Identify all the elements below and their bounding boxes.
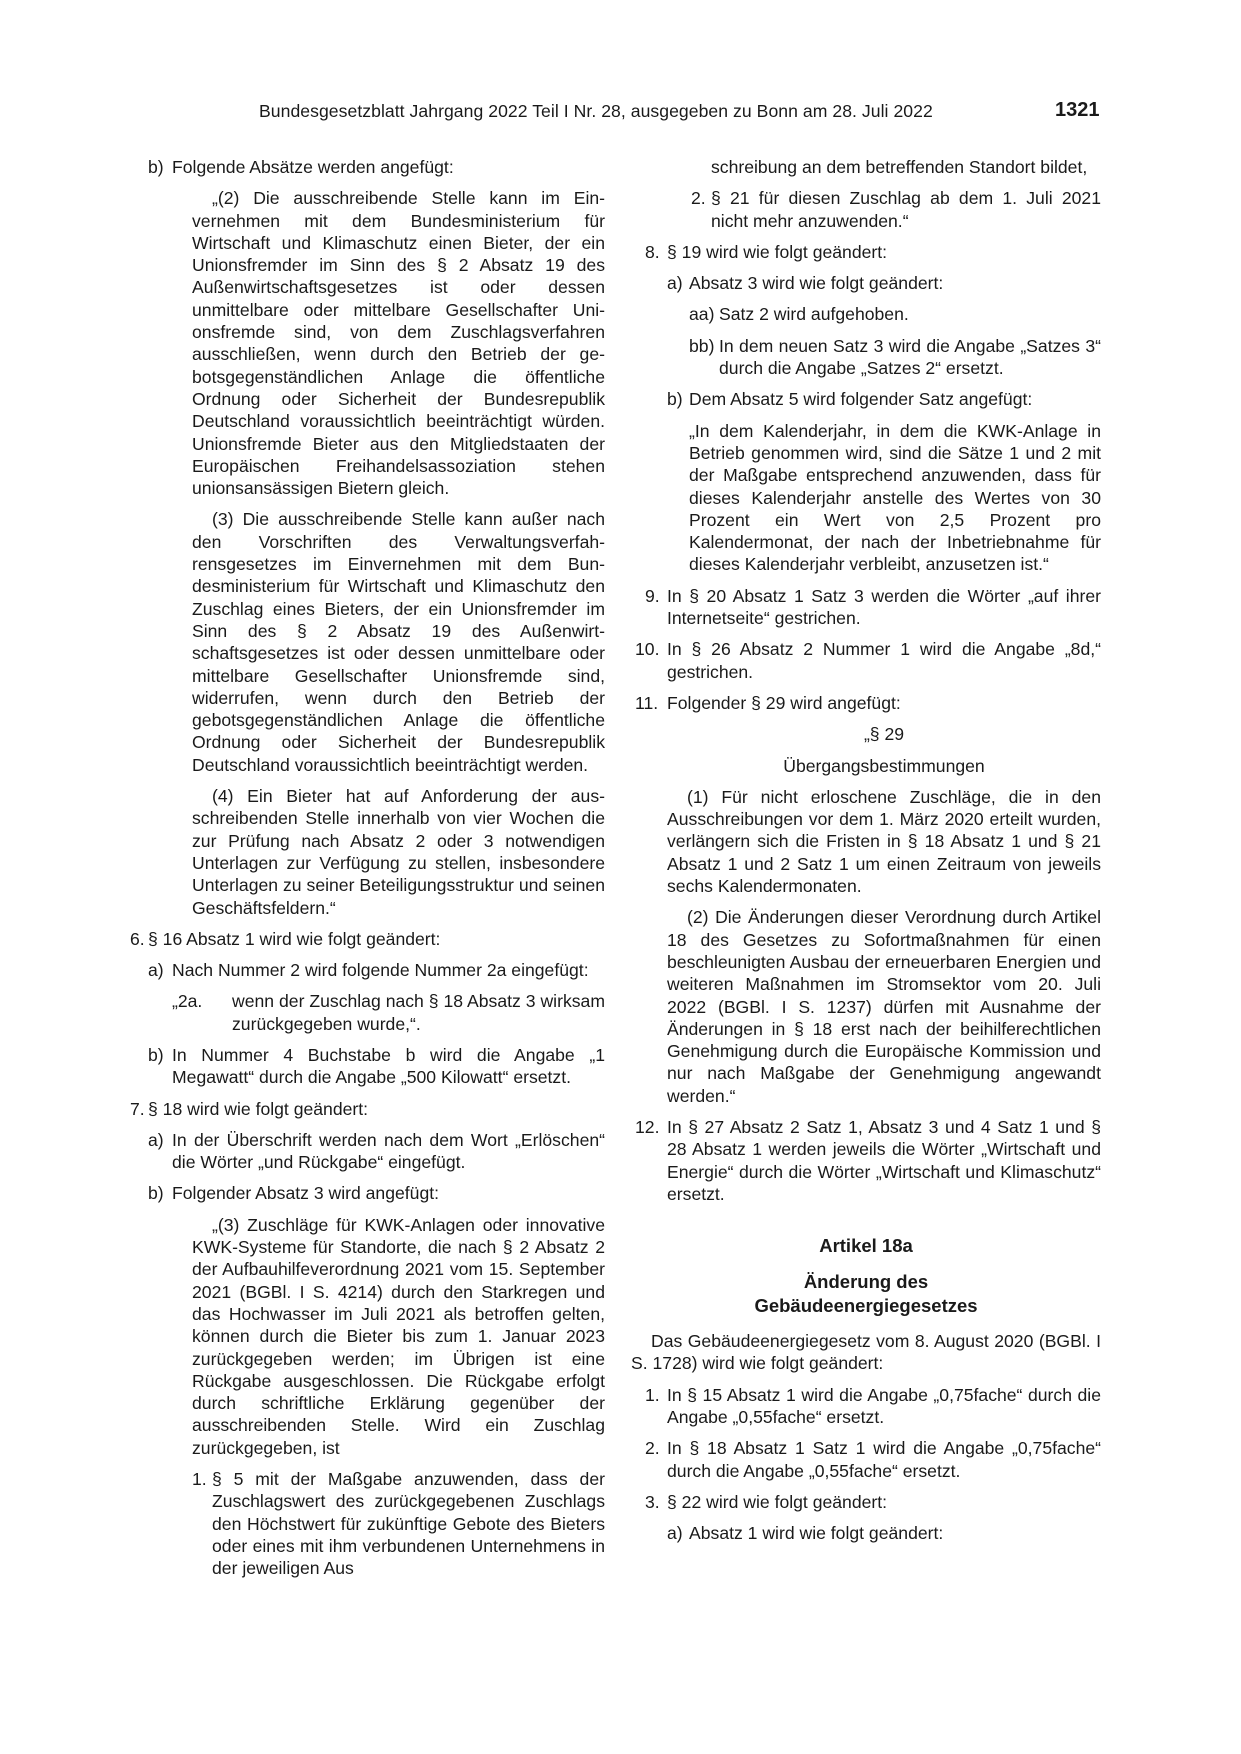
- item-text: Folgender Absatz 3 wird angefügt:: [172, 1183, 440, 1204]
- list-marker: 10.: [635, 639, 660, 660]
- item-text: § 16 Absatz 1 wird wie folgt geändert:: [148, 928, 441, 949]
- article-title: Artikel 18a: [819, 1235, 913, 1257]
- section-29-paragraph-1: (1) Für nicht erloschene Zuschläge, die in den Ausschreibungen vor dem 1. März 2020 erteilt wurden, verlängern sich die Fristen in § 18 Absatz 1 und § 21 Absatz 1 und 2 Satz 1 um einen Zeitraum von jeweils sechs Kalendermonaten.: [667, 786, 1101, 897]
- section-29-paragraph-2: (2) Die Änderungen dieser Verordnung durch Artikel 18 des Gesetzes zu Sofortmaßnahmen für einen beschleunigten Ausbau der erneuerbaren Energien und weiteren Maßnahmen im Stromsektor vom 20. Juli 2022 (BGBl. I S. 1237) dürfen mit Ausnahme der Änderungen in § 18 erst nach der beihilferechtlichen Genehmigung durch die Europäische Kommission und nur nach Maßgabe der Genehmigung angewandt werden.“: [667, 907, 1101, 1106]
- list-marker: 7.: [130, 1098, 145, 1119]
- item-text: In Nummer 4 Buchstabe b wird die Angabe „1 Megawatt“ durch die Angabe „500 Kilowatt“ ersetzt.: [172, 1044, 605, 1088]
- item-text: In § 27 Absatz 2 Satz 1, Absatz 3 und 4 Satz 1 und § 28 Absatz 1 werden jeweils die Wörter „Wirtschaft und Energie“ durch die Wörter „Wirtschaft und Klimaschutz“ ersetzt.: [667, 1116, 1101, 1204]
- item-8aa: [631, 303, 1101, 325]
- list-marker: 6.: [130, 928, 145, 949]
- quoted-paragraph-2: „(2) Die ausschreibende Stelle kann im Einvernehmen mit dem Bundesministerium für Wirtschaft und Klimaschutz einen Bieter, der ein Unionsfremder im Sinn des § 2 Absatz 19 des Außenwirtschaftsgesetzes ist oder dessen unmittelbare oder mittelbare Gesellschafter Unionsfremde sind, von dem Zuschlagsverfahren ausschließen, wenn durch den Betrieb der gebotsgegenständlichen Anlage die öffentliche Ordnung oder Sicherheit der Bundesrepublik Deutschland voraussichtlich beeinträchtigt würden. Unionsfremde Bieter aus den Mitgliedstaaten der Europäischen Freihandelsassoziation stehen unionsansässigen Bietern gleich.: [192, 188, 605, 499]
- item-7: [130, 1098, 605, 1120]
- article-item-3: [631, 1491, 1101, 1513]
- item-8a: [631, 272, 1101, 294]
- article-intro: Das Gebäudeenergiegesetz vom 8. August 2020 (BGBl. I S. 1728) wird wie folgt geändert:: [631, 1331, 1101, 1374]
- sub-2: [631, 187, 1101, 232]
- list-marker: b): [148, 157, 164, 177]
- item-text: In dem neuen Satz 3 wird die Angabe „Satzes 3“ durch die Angabe „Satzes 2“ ersetzt.: [719, 335, 1101, 379]
- item-text: In § 26 Absatz 2 Nummer 1 wird die Angabe „8d,“ gestrichen.: [667, 639, 1101, 682]
- list-marker: „2a.: [172, 991, 203, 1012]
- list-marker: b): [148, 1044, 164, 1065]
- item-text: Nach Nummer 2 wird folgende Nummer 2a eingefügt:: [172, 960, 589, 981]
- running-header: Bundesgesetzblatt Jahrgang 2022 Teil I Nr. 28, ausgegeben zu Bonn am 28. Juli 2022: [259, 101, 933, 121]
- right-column: [631, 156, 1101, 1554]
- item-8bb: [631, 335, 1101, 380]
- article-item-3a: [631, 1522, 1101, 1544]
- item-6a-quote: [148, 990, 605, 1035]
- list-marker: 3.: [645, 1491, 660, 1512]
- list-marker: 8.: [645, 241, 660, 262]
- item-text: In § 18 Absatz 1 Satz 1 wird die Angabe „0,75fache“ durch die Angabe „0,55fache“ ersetzt.: [667, 1438, 1101, 1481]
- item-text: Absatz 1 wird wie folgt geändert:: [689, 1523, 944, 1544]
- list-marker: 12.: [635, 1116, 660, 1137]
- list-marker: bb): [689, 335, 715, 356]
- article-item-1: [631, 1384, 1101, 1429]
- quoted-paragraph-3: (3) Die ausschreibende Stelle kann außer nach den Vorschriften des Verwaltungsverfahrensgesetzes im Einvernehmen mit dem Bundesministerium für Wirtschaft und Klimaschutz den Zuschlag eines Bieters, der ein Unionsfremder im Sinn des § 2 Absatz 19 des Außenwirtschaftsgesetzes ist oder dessen unmittelbare oder mittelbare Gesellschafter Unionsfremde sind, widerrufen, wenn durch den Betrieb der gebotsgegenständlichen Anlage die öffentliche Ordnung oder Sicherheit der Bundesrepublik Deutschland voraussichtlich beeinträchtigt werden.: [192, 509, 605, 775]
- section-29-number: „§ 29: [863, 724, 905, 745]
- page-number: 1321: [1055, 99, 1100, 121]
- item-12: [631, 1116, 1101, 1205]
- item-6: [130, 928, 605, 950]
- item-text: § 21 für diesen Zuschlag ab dem 1. Juli 2021 nicht mehr anzuwenden.“: [711, 188, 1101, 231]
- item-8: [631, 241, 1101, 263]
- item-11: [631, 692, 1101, 714]
- article-heading-line-1: Änderung des: [803, 1271, 929, 1293]
- list-marker: 2.: [691, 188, 706, 209]
- article-heading-line-2: Gebäudeenergiegesetzes: [754, 1295, 978, 1317]
- item-text: In § 20 Absatz 1 Satz 3 werden die Wörter „auf ihrer Internetseite“ gestrichen.: [667, 585, 1101, 629]
- item-text: wenn der Zuschlag nach § 18 Absatz 3 wirksam zurückgegeben wurde,“.: [232, 991, 605, 1034]
- list-marker: 2.: [645, 1438, 660, 1459]
- list-marker: 1.: [192, 1469, 207, 1490]
- item-text: Absatz 3 wird wie folgt geändert:: [689, 273, 944, 294]
- list-marker: a): [148, 960, 164, 981]
- item-8b-quote: „In dem Kalenderjahr, in dem die KWK-Anlage in Betrieb genommen wird, sind die Sätze 1 und 2 mit der Maßgabe entsprechend anzuwenden, dass für dieses Kalenderjahr anstelle des Wertes von 30 Prozent ein Wert von 2,5 Prozent pro Kalendermonat, der nach der Inbetriebnahme für dieses Kalenderjahr verbleibt, anzusetzen ist.“: [689, 420, 1101, 575]
- item-8b: [631, 388, 1101, 410]
- item-text: In § 15 Absatz 1 wird die Angabe „0,75fache“ durch die Angabe „0,55fache“ ersetzt.: [667, 1384, 1101, 1428]
- item-7a: [148, 1129, 605, 1174]
- list-marker: 11.: [635, 692, 659, 713]
- amendment-b: [148, 156, 605, 178]
- item-text: In der Überschrift werden nach dem Wort „Erlöschen“ die Wörter „und Rückgabe“ eingefügt.: [172, 1129, 605, 1173]
- list-marker: a): [667, 1523, 683, 1544]
- article-item-2: [631, 1437, 1101, 1482]
- continued-sub-1: schreibung an dem betreffenden Standort bildet,: [711, 157, 1088, 177]
- item-10: [631, 638, 1101, 683]
- item-text: Dem Absatz 5 wird folgender Satz angefügt:: [689, 389, 1033, 410]
- item-9: [631, 585, 1101, 630]
- item-text: Folgender § 29 wird angefügt:: [667, 692, 901, 713]
- item-6a: [148, 959, 605, 981]
- item-7b-sub-1: [148, 1468, 605, 1579]
- list-marker: 1.: [645, 1384, 660, 1405]
- list-marker: b): [667, 389, 683, 410]
- item-text: § 22 wird wie folgt geändert:: [667, 1491, 888, 1512]
- list-marker: 9.: [645, 585, 660, 606]
- item-text: § 19 wird wie folgt geändert:: [667, 241, 888, 262]
- list-marker: b): [148, 1183, 164, 1204]
- quoted-paragraph-4: (4) Ein Bieter hat auf Anforderung der ausschreibenden Stelle innerhalb von vier Wochen die zur Prüfung nach Absatz 2 oder 3 notwendigen Unterlagen zur Verfügung zu stellen, insbesondere Unterlagen zu seiner Beteiligungsstruktur und seinen Geschäftsfeldern.“: [192, 786, 605, 918]
- left-column: [130, 156, 605, 1580]
- amendment-text: Folgende Absätze werden angefügt:: [172, 157, 454, 177]
- item-text: § 18 wird wie folgt geändert:: [148, 1098, 369, 1119]
- item-6b: [148, 1044, 605, 1089]
- list-marker: a): [667, 273, 683, 294]
- section-29-heading: Übergangsbestimmungen: [783, 755, 985, 776]
- item-7b: [148, 1182, 605, 1204]
- item-text: § 5 mit der Maßgabe anzuwenden, dass der Zuschlagswert des zurückgegebenen Zuschlags den Höchstwert für zukünftige Gebote des Bieters oder eines mit ihm verbundenen Unternehmens in der jeweiligen Aus: [212, 1469, 605, 1579]
- list-marker: a): [148, 1129, 164, 1150]
- list-marker: aa): [689, 304, 715, 325]
- item-text: Satz 2 wird aufgehoben.: [719, 304, 909, 325]
- item-7b-quote: „(3) Zuschläge für KWK-Anlagen oder innovative KWK-Systeme für Standorte, die nach § 2 Absatz 2 der Aufbauhilfeverordnung 2021 vom 15. September 2021 (BGBl. I S. 4214) durch den Starkregen und das Hochwasser im Juli 2021 als betroffen gelten, können durch die Bieter bis zum 1. Januar 2023 zurückgegeben werden; im Übrigen ist eine Rückgabe ausgeschlossen. Die Rückgabe erfolgt durch schriftliche Erklärung gegenüber der ausschreibenden Stelle. Wird ein Zuschlag zurückgegeben, ist: [192, 1214, 605, 1458]
